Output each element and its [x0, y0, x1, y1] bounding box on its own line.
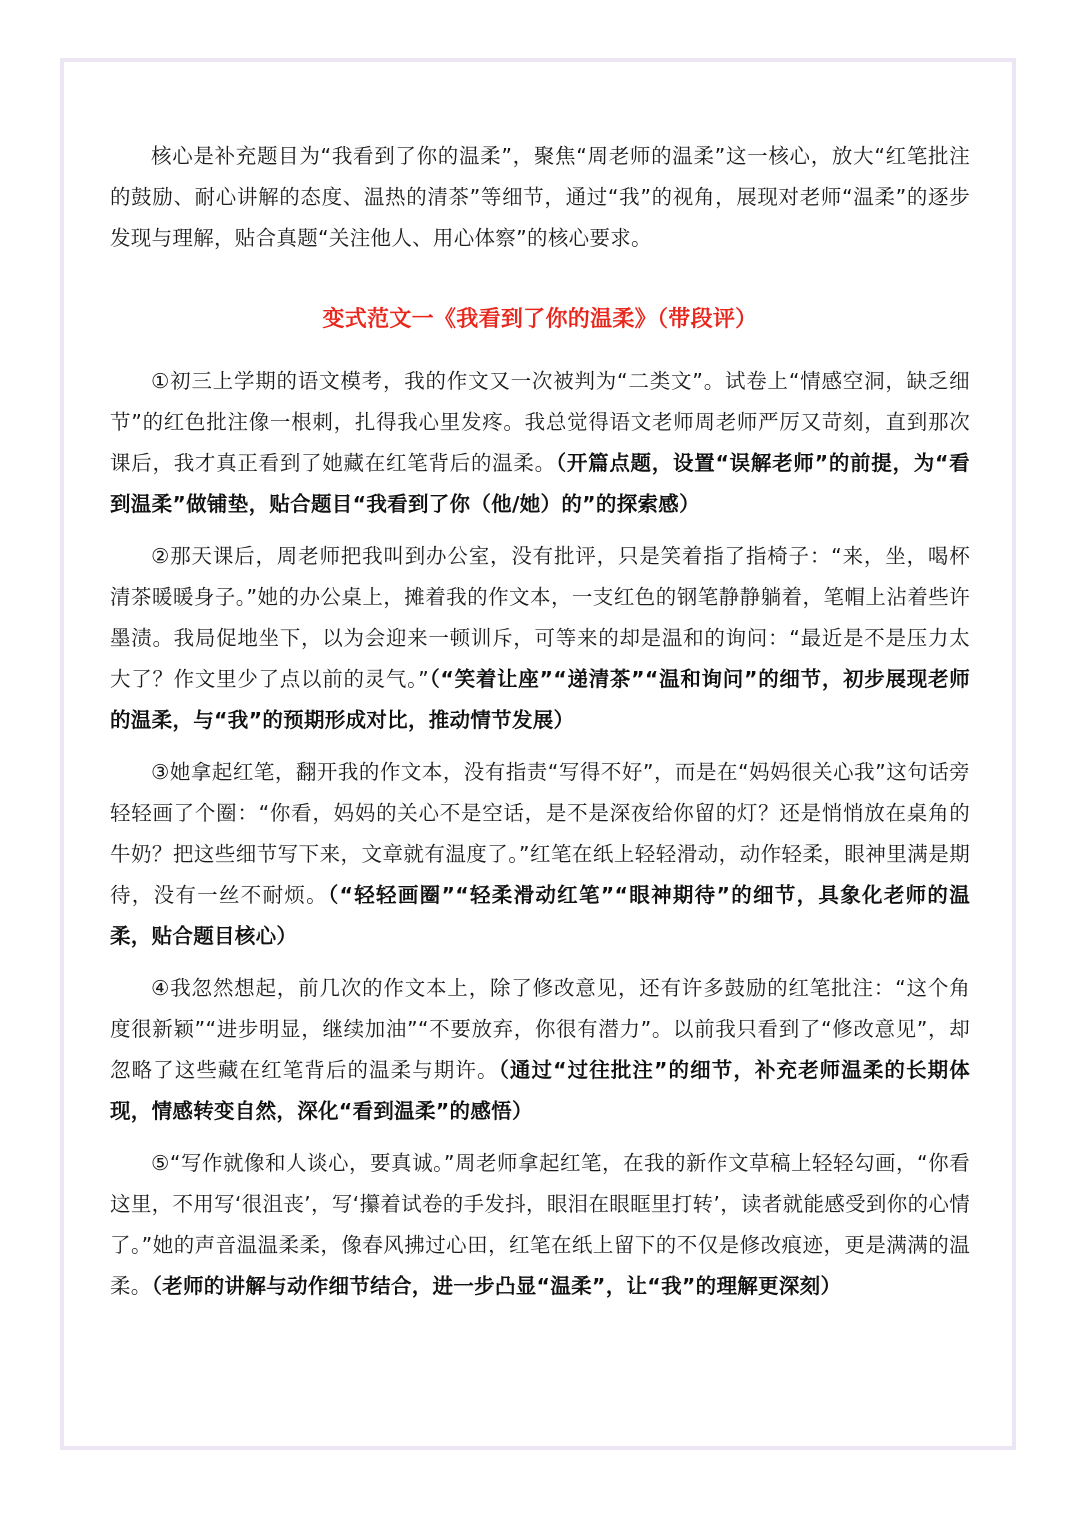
essay-paragraph-2	[110, 536, 970, 741]
essay-paragraph-1	[110, 361, 970, 525]
paragraph-comment: （老师的讲解与动作细节结合，进一步凸显“温柔”，让“我”的理解更深刻）	[151, 1274, 842, 1298]
section-title: 变式范文一《我看到了你的温柔》（带段评）	[322, 307, 758, 332]
paragraph-comment: （开篇点题，设置“误解老师”的前提，为“看到温柔”做铺垫，贴合题目“我看到了你（他/她）的”的探索感）	[110, 451, 970, 516]
paragraph-text: ③她拿起红笔，翻开我的作文本，没有指责“写得不好”，而是在“妈妈很关心我”这句话旁轻轻画了个圈：“你看，妈妈的关心不是空话，是不是深夜给你留的灯？还是悄悄放在桌角的牛奶？把这些细节写下来，文章就有温度了。”红笔在纸上轻轻滑动，动作轻柔，眼神里满是期待，没有一丝不耐烦。	[110, 760, 970, 907]
document-content	[110, 136, 970, 1318]
paragraph-text: ④我忽然想起，前几次的作文本上，除了修改意见，还有许多鼓励的红笔批注：“这个角度很新颖”“进步明显，继续加油”“不要放弃，你很有潜力”。以前我只看到了“修改意见”，却忽略了这些藏在红笔背后的温柔与期许。	[110, 976, 970, 1082]
essay-paragraph-5	[110, 1143, 970, 1307]
paragraph-text: ①初三上学期的语文模考，我的作文又一次被判为“二类文”。试卷上“情感空洞，缺乏细节”的红色批注像一根刺，扎得我心里发疼。我总觉得语文老师周老师严厉又苛刻，直到那次课后，我才真正看到了她藏在红笔背后的温柔。	[110, 369, 970, 475]
paragraph-comment: （“笑着让座”“递清茶”“温和询问”的细节，初步展现老师的温柔，与“我”的预期形成对比，推动情节发展）	[110, 667, 970, 732]
essay-paragraph-4	[110, 968, 970, 1132]
paragraph-comment: （“轻轻画圈”“轻柔滑动红笔”“眼神期待”的细节，具象化老师的温柔，贴合题目核心）	[110, 883, 971, 948]
paragraph-comment: （通过“过往批注”的细节，补充老师温柔的长期体现，情感转变自然，深化“看到温柔”的感悟）	[110, 1058, 970, 1123]
paragraph-text: ②那天课后，周老师把我叫到办公室，没有批评，只是笑着指了指椅子：“来，坐，喝杯清茶暖暖身子。”她的办公桌上，摊着我的作文本，一支红色的钢笔静静躺着，笔帽上沾着些许墨渍。我局促地坐下，以为会迎来一顿训斥，可等来的却是温和的询问：“最近是不是压力太大了？作文里少了点以前的灵气。”	[110, 544, 970, 691]
essay-paragraph-3	[110, 752, 970, 957]
intro-paragraph: 核心是补充题目为“我看到了你的温柔”，聚焦“周老师的温柔”这一核心，放大“红笔批注的鼓励、耐心讲解的态度、温热的清茶”等细节，通过“我”的视角，展现对老师“温柔”的逐步发现与理解，贴合真题“关注他人、用心体察”的核心要求。	[110, 144, 970, 250]
paragraph-text: ⑤“写作就像和人谈心，要真诚。”周老师拿起红笔，在我的新作文草稿上轻轻勾画，“你看这里，不用写‘很沮丧’，写‘攥着试卷的手发抖，眼泪在眼眶里打转’，读者就能感受到你的心情了。”她的声音温温柔柔，像春风拂过心田，红笔在纸上留下的不仅是修改痕迹，更是满满的温柔。	[110, 1151, 970, 1298]
